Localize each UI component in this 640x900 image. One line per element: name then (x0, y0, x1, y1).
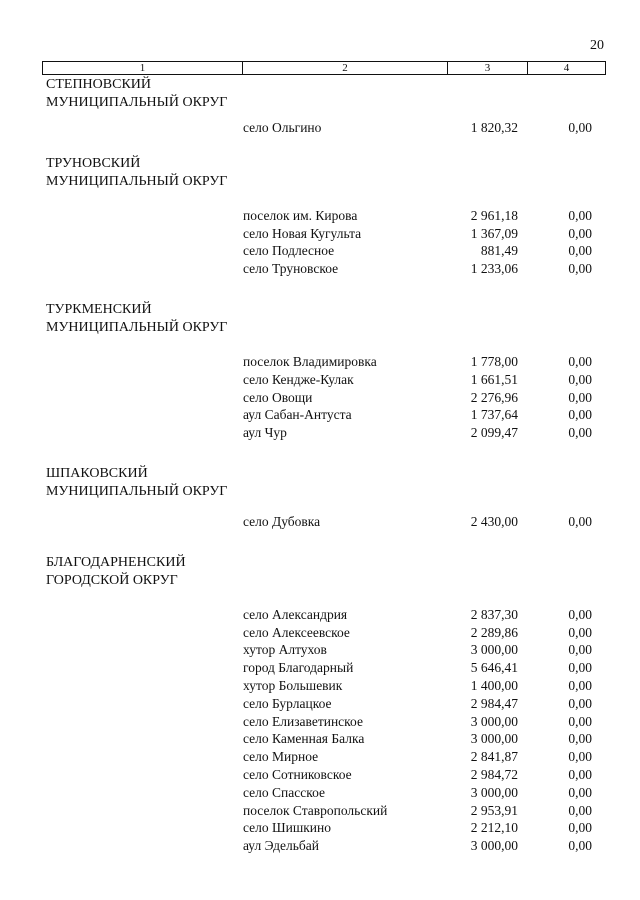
column-header-1: 1 (43, 62, 243, 74)
value-col4: 0,00 (568, 784, 592, 800)
table-row (0, 641, 640, 659)
settlement-list (0, 513, 640, 531)
district-name-line1: БЛАГОДАРНЕНСКИЙ (46, 554, 186, 570)
settlement-name: аул Сабан-Антуста (243, 407, 352, 423)
district-name-line1: ТРУНОВСКИЙ (46, 155, 141, 171)
settlement-name: село Алексеевское (243, 624, 350, 640)
district-name-line2: ГОРОДСКОЙ ОКРУГ (46, 572, 178, 588)
settlement-list (0, 207, 640, 278)
table-row (0, 260, 640, 278)
table-row (0, 748, 640, 766)
value-col4: 0,00 (568, 624, 592, 640)
value-col3: 1 737,64 (470, 407, 518, 423)
value-col3: 2 984,72 (470, 766, 518, 782)
value-col3: 1 820,32 (470, 120, 518, 135)
settlement-name: хутор Алтухов (243, 642, 327, 658)
settlement-name: село Спасское (243, 784, 325, 800)
table-row (0, 802, 640, 820)
value-col4: 0,00 (568, 820, 592, 836)
column-header-4: 4 (563, 62, 570, 74)
value-col3: 3 000,00 (470, 838, 518, 854)
table-row (0, 119, 640, 137)
value-col4: 0,00 (568, 120, 592, 135)
settlement-name: аул Эдельбай (243, 838, 319, 854)
spacer (0, 278, 640, 301)
table-row (0, 766, 640, 784)
district-block (0, 301, 640, 442)
table-row (0, 730, 640, 748)
table-row (0, 406, 640, 424)
settlement-name: село Ольгино (243, 120, 322, 135)
district-name-line1: СТЕПНОВСКИЙ (46, 77, 152, 92)
value-col4: 0,00 (568, 802, 592, 818)
settlement-name: аул Чур (243, 425, 287, 441)
district-name-line2: МУНИЦИПАЛЬНЫЙ ОКРУГ (46, 173, 228, 189)
settlement-name: село Кендже-Кулак (243, 371, 354, 387)
settlement-name: село Сотниковское (243, 766, 352, 782)
district-name-line1: ШПАКОВСКИЙ (46, 465, 148, 481)
table-row (0, 424, 640, 442)
table-row (0, 389, 640, 407)
table-row (0, 353, 640, 371)
value-col4: 0,00 (568, 207, 592, 223)
value-col3: 2 837,30 (470, 606, 518, 622)
district-name-line2: МУНИЦИПАЛЬНЫЙ ОКРУГ (46, 319, 228, 335)
value-col3: 1 778,00 (470, 353, 518, 369)
table-row (0, 513, 640, 531)
value-col4: 0,00 (568, 731, 592, 747)
settlement-name: хутор Большевик (243, 677, 343, 693)
value-col3: 2 961,18 (470, 207, 518, 223)
value-col3: 1 661,51 (470, 371, 518, 387)
settlement-name: село Бурлацкое (243, 695, 332, 711)
district-name (46, 155, 246, 191)
value-col4: 0,00 (568, 261, 592, 277)
settlement-name: поселок им. Кирова (243, 207, 358, 223)
spacer (0, 531, 640, 554)
value-col3: 2 984,47 (470, 695, 518, 711)
value-col4: 0,00 (568, 749, 592, 765)
value-col3: 2 430,00 (470, 513, 518, 529)
table-row (0, 371, 640, 389)
table-row (0, 207, 640, 225)
table-row (0, 837, 640, 855)
settlement-name: село Труновское (243, 261, 339, 277)
settlement-name: село Овощи (243, 389, 313, 405)
district-name-line1: ТУРКМЕНСКИЙ (46, 301, 152, 317)
column-header-row (42, 61, 606, 75)
value-col4: 0,00 (568, 353, 592, 369)
district-name (46, 554, 246, 590)
district-block (0, 554, 640, 855)
value-col4: 0,00 (568, 677, 592, 693)
district-block (0, 155, 640, 278)
value-col4: 0,00 (568, 606, 592, 622)
value-col4: 0,00 (568, 243, 592, 259)
value-col3: 2 099,47 (470, 425, 518, 441)
value-col4: 0,00 (568, 371, 592, 387)
settlement-name: село Дубовка (243, 513, 321, 529)
district-name (46, 301, 246, 337)
value-col4: 0,00 (568, 407, 592, 423)
value-col3: 1 400,00 (470, 677, 518, 693)
value-col3: 2 841,87 (470, 749, 518, 765)
value-col3: 2 953,91 (470, 802, 518, 818)
settlement-name: село Елизаветинское (243, 713, 363, 729)
value-col4: 0,00 (568, 513, 592, 529)
value-col3: 3 000,00 (470, 713, 518, 729)
table-row (0, 624, 640, 642)
value-col3: 3 000,00 (470, 731, 518, 747)
value-col3: 3 000,00 (470, 642, 518, 658)
table-row (0, 659, 640, 677)
page-number: 20 (590, 38, 604, 53)
district-name (46, 465, 246, 501)
value-col4: 0,00 (568, 225, 592, 241)
settlement-name: село Каменная Балка (243, 731, 365, 747)
document-body (0, 76, 640, 855)
value-col4: 0,00 (568, 766, 592, 782)
value-col3: 2 276,96 (470, 389, 518, 405)
settlement-name: поселок Владимировка (243, 353, 377, 369)
district-name-line2: МУНИЦИПАЛЬНЫЙ ОКРУГ (46, 483, 228, 499)
column-header-3: 3 (448, 62, 528, 74)
value-col3: 1 233,06 (470, 261, 518, 277)
district-block (0, 76, 640, 137)
table-row (0, 713, 640, 731)
settlement-list (0, 353, 640, 442)
value-col4: 0,00 (568, 425, 592, 441)
settlement-name: село Новая Кугульта (243, 225, 362, 241)
district-block (0, 465, 640, 531)
value-col4: 0,00 (568, 660, 592, 676)
table-row (0, 225, 640, 243)
value-col3: 1 367,09 (470, 225, 518, 241)
spacer (0, 442, 640, 465)
value-col4: 0,00 (568, 713, 592, 729)
table-row (0, 242, 640, 260)
settlement-name: село Шишкино (243, 820, 332, 836)
column-header-2: 2 (243, 62, 448, 74)
settlement-name: село Мирное (243, 749, 319, 765)
district-name-line2: МУНИЦИПАЛЬНЫЙ ОКРУГ (46, 95, 228, 110)
settlement-list (0, 606, 640, 855)
settlement-name: город Благодарный (243, 660, 354, 676)
table-row (0, 606, 640, 624)
value-col3: 2 212,10 (470, 820, 518, 836)
district-name (46, 76, 246, 112)
table-row (0, 819, 640, 837)
settlement-name: село Александрия (243, 606, 348, 622)
value-col3: 3 000,00 (470, 784, 518, 800)
value-col4: 0,00 (568, 838, 592, 854)
table-row (0, 677, 640, 695)
value-col4: 0,00 (568, 642, 592, 658)
settlement-list (0, 119, 640, 137)
spacer (0, 137, 640, 155)
settlement-name: поселок Ставропольский (243, 802, 388, 818)
value-col3: 881,49 (480, 243, 518, 259)
table-row (0, 784, 640, 802)
value-col4: 0,00 (568, 695, 592, 711)
table-row (0, 695, 640, 713)
value-col3: 2 289,86 (470, 624, 518, 640)
value-col4: 0,00 (568, 389, 592, 405)
value-col3: 5 646,41 (470, 660, 518, 676)
settlement-name: село Подлесное (243, 243, 335, 259)
